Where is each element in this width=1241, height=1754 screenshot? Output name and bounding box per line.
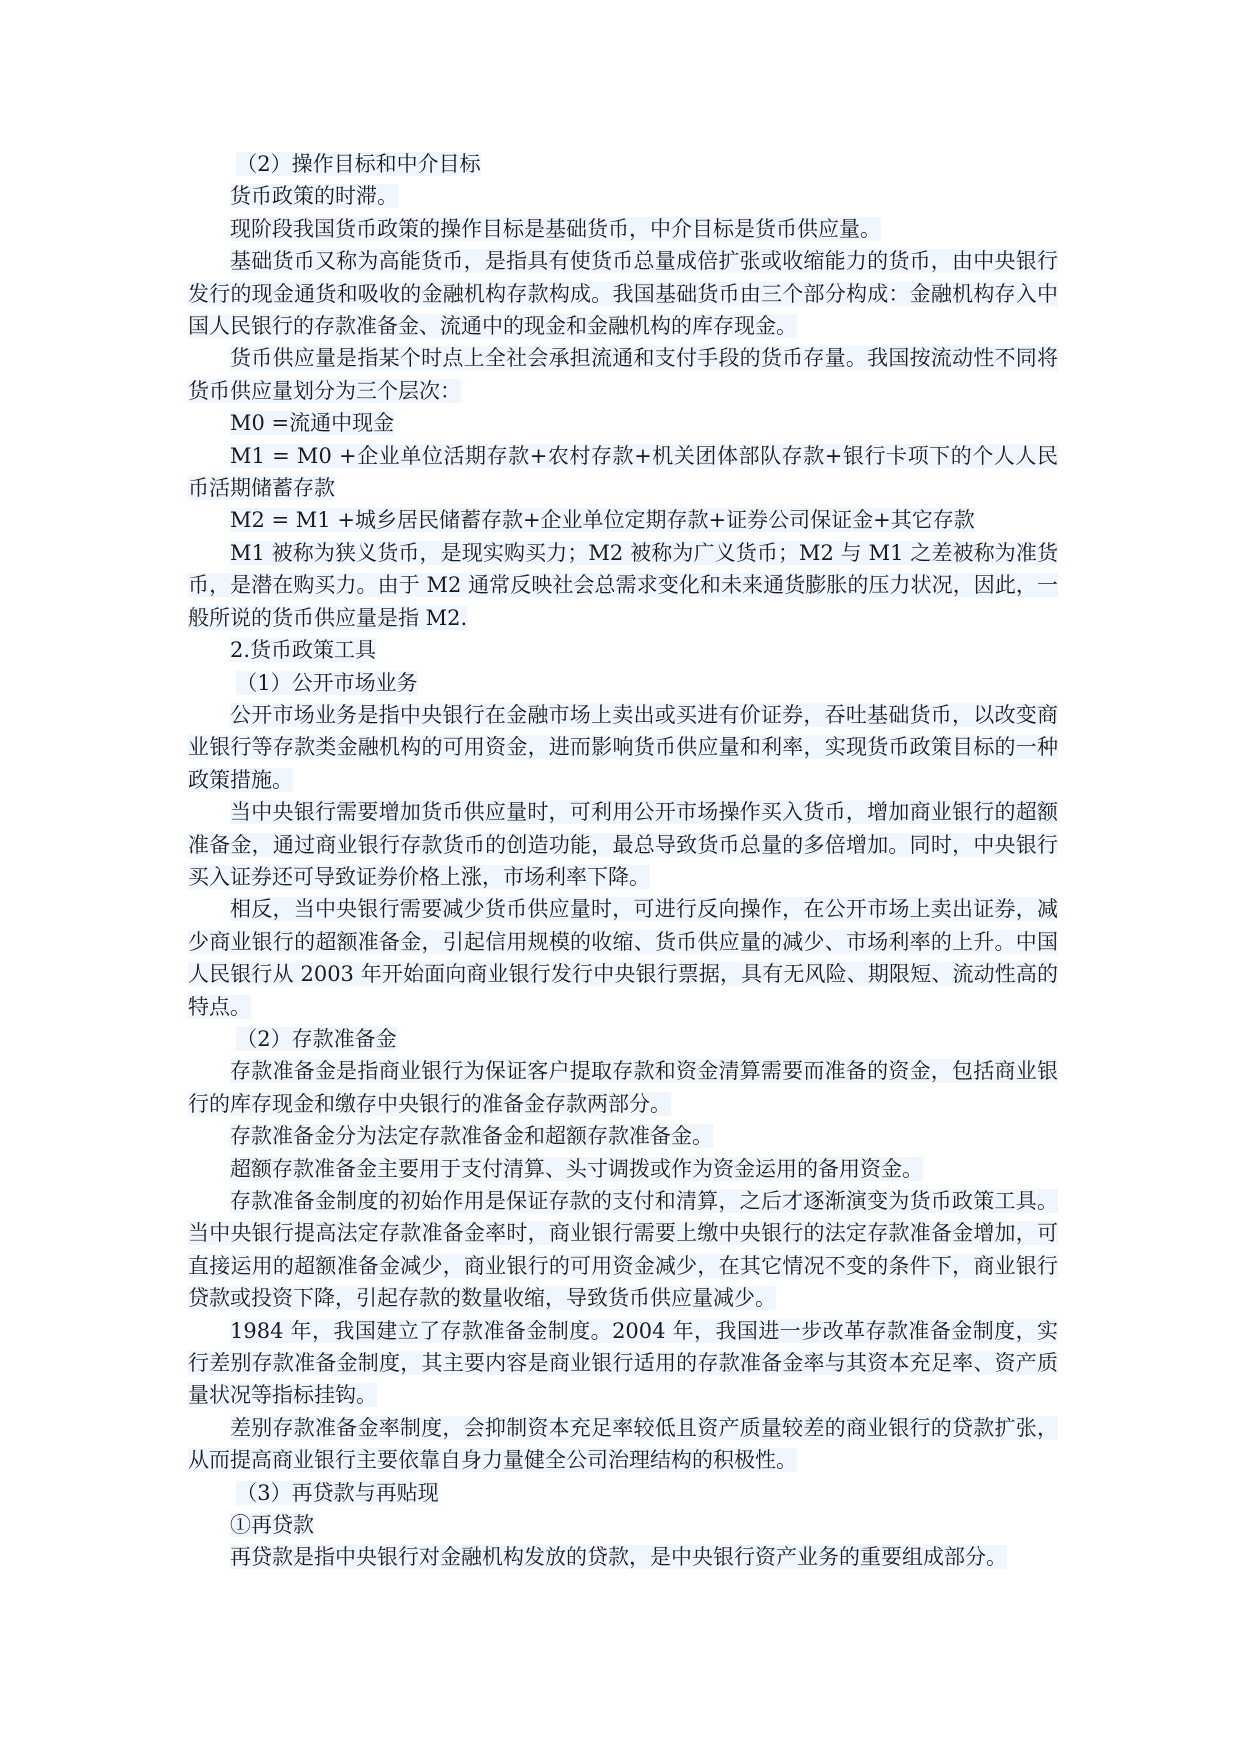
- heading-operating-targets: （2）操作目标和中介目标: [236, 152, 481, 176]
- paragraph: 货币供应量是指某个时点上全社会承担流通和支付手段的货币存量。我国按流动性不同将货币供应量划分为三个层次：: [188, 346, 1058, 403]
- paragraph: 再贷款是指中央银行对金融机构发放的贷款，是中央银行资产业务的重要组成部分。: [230, 1545, 1007, 1570]
- formula-m1: M1 = M0 +企业单位活期存款+农村存款+机关团体部队存款+银行卡项下的个人人民币活期储蓄存款: [188, 443, 1058, 501]
- paragraph: 超额存款准备金主要用于支付清算、头寸调拨或作为资金运用的备用资金。: [230, 1156, 923, 1181]
- paragraph: 当中央银行需要增加货币供应量时，可利用公开市场操作买入货币，增加商业银行的超额准备金，通过商业银行存款货币的创造功能，最总导致货币总量的多倍增加。同时，中央银行买入证券还可导致证券价格上涨，市场利率下降。: [188, 800, 1058, 889]
- heading-relending-rediscount: （3）再贷款与再贴现: [236, 1480, 439, 1505]
- paragraph: 1984 年，我国建立了存款准备金制度。2004 年，我国进一步改革存款准备金制度，实行差别存款准备金制度，其主要内容是商业银行适用的存款准备金率与其资本充足率、资产质量状况等指标挂钩。: [188, 1318, 1058, 1408]
- paragraph: 存款准备金分为法定存款准备金和超额存款准备金。: [230, 1124, 713, 1149]
- heading-open-market: （1）公开市场业务: [236, 670, 418, 695]
- paragraph: 存款准备金是指商业银行为保证客户提取存款和资金清算需要而准备的资金，包括商业银行的库存现金和缴存中央银行的准备金存款两部分。: [188, 1059, 1058, 1116]
- document-body: [188, 148, 1058, 1574]
- paragraph: 存款准备金制度的初始作用是保证存款的支付和清算，之后才逐渐演变为货币政策工具。当中央银行提高法定存款准备金率时，商业银行需要上缴中央银行的法定存款准备金增加，可直接运用的超额准备金减少，商业银行的可用资金减少，在其它情况不变的条件下，商业银行贷款或投资下降，引起存款的数量收缩，导致货币供应量减少。: [188, 1189, 1058, 1311]
- formula-m2: M2 = M1 +城乡居民储蓄存款+企业单位定期存款+证券公司保证金+其它存款: [230, 508, 975, 533]
- formula-m0: M0 =流通中现金: [230, 411, 395, 436]
- paragraph: 公开市场业务是指中央银行在金融市场上卖出或买进有价证券，吞吐基础货币，以改变商业银行等存款类金融机构的可用资金，进而影响货币供应量和利率，实现货币政策目标的一种政策措施。: [188, 702, 1058, 792]
- paragraph: 相反，当中央银行需要减少货币供应量时，可进行反向操作，在公开市场上卖出证券，减少商业银行的超额准备金，引起信用规模的收缩、货币供应量的减少、市场利率的上升。中国人民银行从 2003 年开始面向商业银行发行中央银行票据，具有无风险、期限短、流动性高的特点。: [188, 897, 1058, 1019]
- paragraph: 现阶段我国货币政策的操作目标是基础货币，中介目标是货币供应量。: [230, 216, 881, 241]
- paragraph: 货币政策的时滞。: [230, 184, 398, 209]
- paragraph: 基础货币又称为高能货币，是指具有使货币总量成倍扩张或收缩能力的货币，由中央银行发行的现金通货和吸收的金融机构存款构成。我国基础货币由三个部分构成：金融机构存入中国人民银行的存款准备金、流通中的现金和金融机构的库存现金。: [188, 249, 1058, 339]
- paragraph: M1 被称为狭义货币，是现实购买力；M2 被称为广义货币；M2 与 M1 之差被称为准货币，是潜在购买力。由于 M2 通常反映社会总需求变化和未来通货膨胀的压力状况，因此，一般所说的货币供应量是指 M2.: [188, 540, 1058, 630]
- paragraph: 差别存款准备金率制度，会抑制资本充足率较低且资产质量较差的商业银行的贷款扩张，从而提高商业银行主要依靠自身力量健全公司治理结构的积极性。: [188, 1415, 1058, 1473]
- section-heading-policy-tools: 2.货币政策工具: [230, 638, 377, 663]
- heading-reserve-requirement: （2）存款准备金: [236, 1026, 397, 1051]
- subheading-relending: ①再贷款: [230, 1513, 314, 1538]
